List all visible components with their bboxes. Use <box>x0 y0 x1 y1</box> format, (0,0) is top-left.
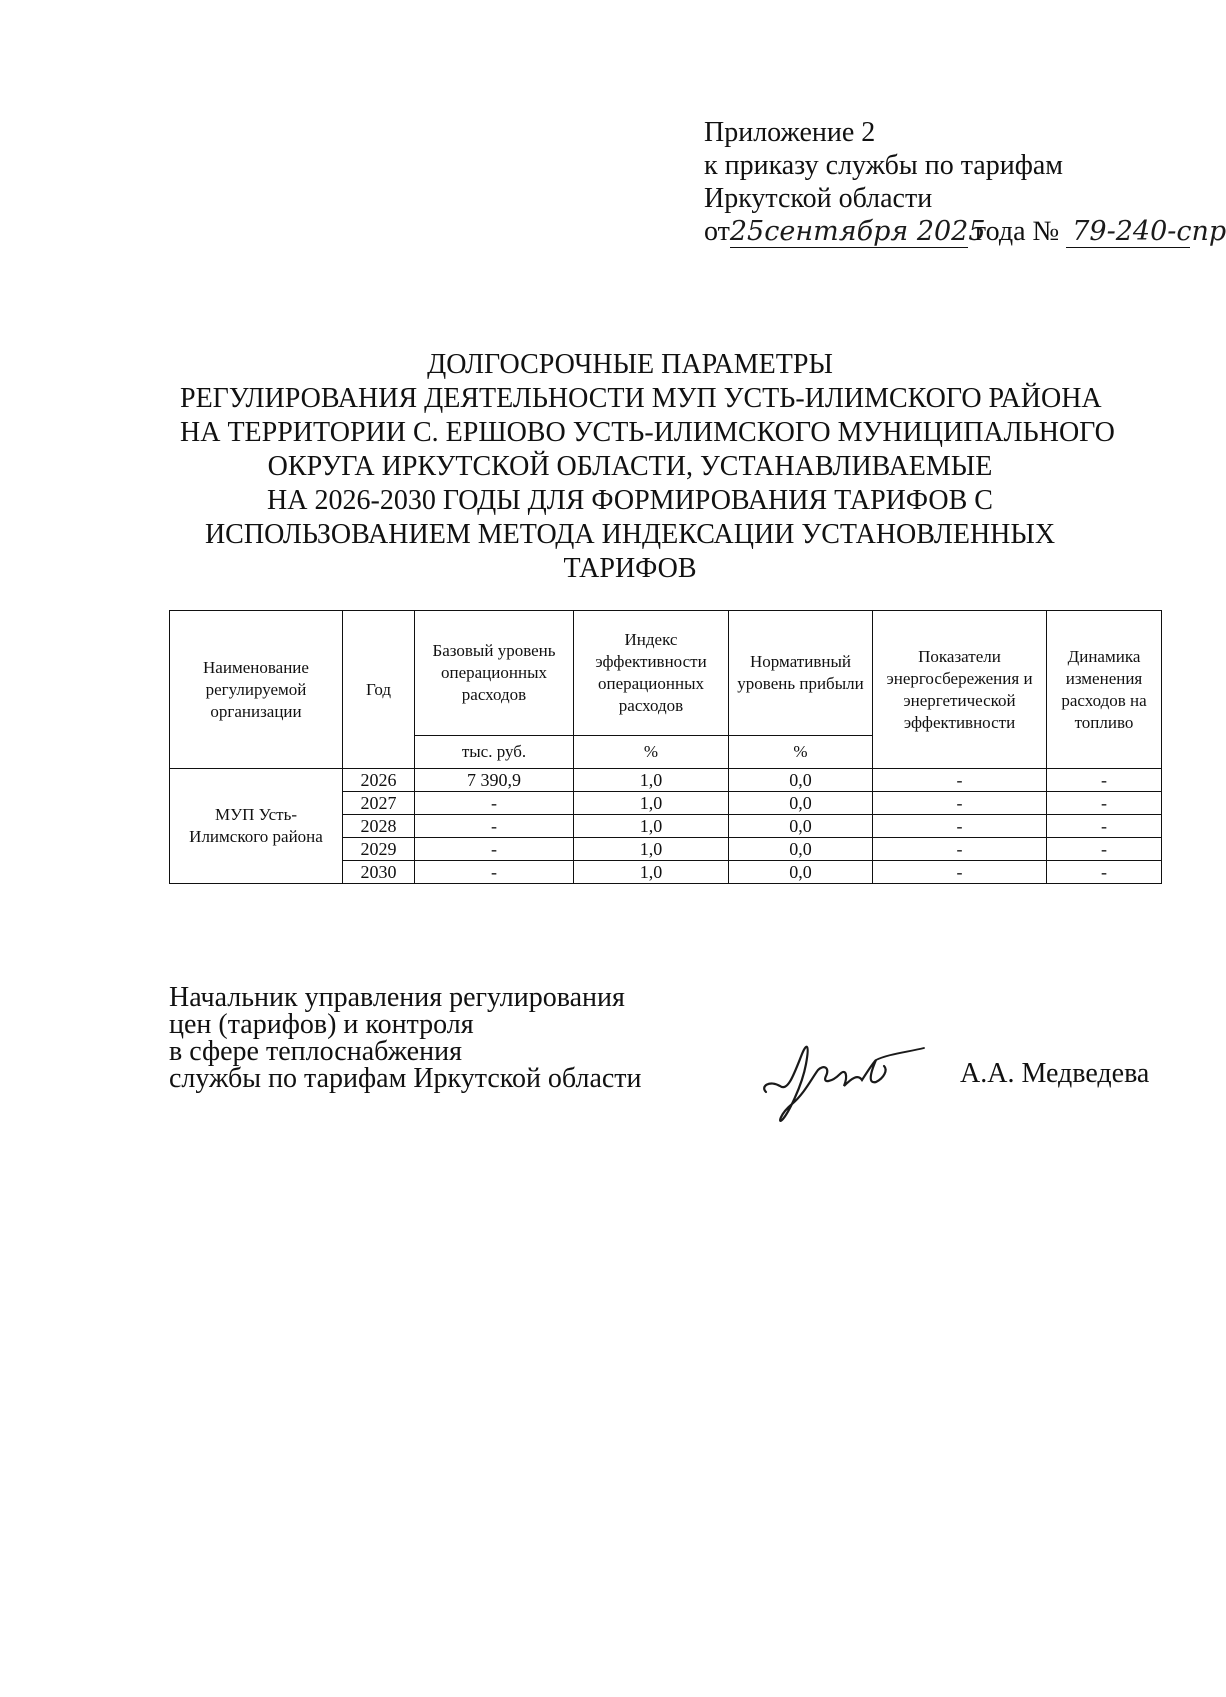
index-cell: 1,0 <box>574 792 729 815</box>
header-profit: Нормативный уровень прибыли <box>729 611 873 736</box>
year-cell: 2026 <box>343 769 415 792</box>
profit-cell: 0,0 <box>729 792 873 815</box>
title-line: НА 2026-2030 ГОДЫ ДЛЯ ФОРМИРОВАНИЯ ТАРИФОВ С <box>267 485 993 516</box>
energy-cell: - <box>873 769 1047 792</box>
appendix-header <box>704 116 1226 248</box>
year-cell: 2028 <box>343 815 415 838</box>
header-energy: Показатели энергосбережения и энергетической эффективности <box>873 611 1047 769</box>
header-index: Индекс эффективности операционных расходов <box>574 611 729 736</box>
header-base: Базовый уровень операционных расходов <box>415 611 574 736</box>
index-cell: 1,0 <box>574 769 729 792</box>
from-label: от <box>704 216 730 247</box>
energy-cell: - <box>873 815 1047 838</box>
table-header-row <box>170 611 1162 736</box>
base-cell: - <box>415 792 574 815</box>
signer-position-line: службы по тарифам Иркутской области <box>169 1063 642 1094</box>
appendix-line-1: Приложение 2 <box>704 117 876 148</box>
profit-cell: 0,0 <box>729 861 873 884</box>
fuel-cell: - <box>1047 861 1162 884</box>
year-cell: 2029 <box>343 838 415 861</box>
document-title <box>180 348 1115 586</box>
signer-position-line: в сфере теплоснабжения <box>169 1036 462 1067</box>
index-cell: 1,0 <box>574 861 729 884</box>
profit-cell: 0,0 <box>729 769 873 792</box>
profit-cell: 0,0 <box>729 815 873 838</box>
energy-cell: - <box>873 861 1047 884</box>
title-line: ДОЛГОСРОЧНЫЕ ПАРАМЕТРЫ <box>427 349 833 380</box>
signer-position-line: цен (тарифов) и контроля <box>169 1009 474 1040</box>
signer-position <box>169 984 642 1092</box>
energy-cell: - <box>873 792 1047 815</box>
title-line: ТАРИФОВ <box>563 553 697 584</box>
title-line: РЕГУЛИРОВАНИЯ ДЕЯТЕЛЬНОСТИ МУП УСТЬ-ИЛИМСКОГО РАЙОНА <box>180 383 1102 414</box>
base-cell: - <box>415 861 574 884</box>
signer-position-line: Начальник управления регулирования <box>169 982 625 1013</box>
year-cell: 2027 <box>343 792 415 815</box>
title-line: ОКРУГА ИРКУТСКОЙ ОБЛАСТИ, УСТАНАВЛИВАЕМЫЕ <box>267 451 993 482</box>
parameters-table <box>169 610 1162 884</box>
title-line: ИСПОЛЬЗОВАНИЕМ МЕТОДА ИНДЕКСАЦИИ УСТАНОВЛЕННЫХ <box>204 519 1056 550</box>
header-org: Наименование регулируемой организации <box>170 611 343 769</box>
signer-name: А.А. Медведева <box>960 1058 1150 1089</box>
profit-cell: 0,0 <box>729 838 873 861</box>
base-cell: - <box>415 838 574 861</box>
handwritten-date: 25сентября 2025 <box>729 216 986 247</box>
appendix-line-3: Иркутской области <box>704 183 933 214</box>
fuel-cell: - <box>1047 815 1162 838</box>
energy-cell: - <box>873 838 1047 861</box>
unit-base: тыс. руб. <box>415 736 574 769</box>
appendix-line-2: к приказу службы по тарифам <box>704 150 1063 181</box>
fuel-cell: - <box>1047 769 1162 792</box>
table-row <box>170 769 1162 792</box>
base-cell: 7 390,9 <box>415 769 574 792</box>
header-year: Год <box>343 611 415 769</box>
header-fuel: Динамика изменения расходов на топливо <box>1047 611 1162 769</box>
unit-profit: % <box>729 736 873 769</box>
organization-cell: МУП Усть-Илимского района <box>170 769 343 884</box>
year-label: года № <box>974 216 1060 247</box>
fuel-cell: - <box>1047 838 1162 861</box>
base-cell: - <box>415 815 574 838</box>
appendix-date-line <box>704 215 1226 248</box>
unit-index: % <box>574 736 729 769</box>
index-cell: 1,0 <box>574 838 729 861</box>
title-line: НА ТЕРРИТОРИИ С. ЕРШОВО УСТЬ-ИЛИМСКОГО МУНИЦИПАЛЬНОГО <box>180 417 1115 448</box>
index-cell: 1,0 <box>574 815 729 838</box>
year-cell: 2030 <box>343 861 415 884</box>
handwritten-number: 79-240-спр <box>1066 217 1190 248</box>
fuel-cell: - <box>1047 792 1162 815</box>
handwritten-signature <box>758 1034 928 1124</box>
